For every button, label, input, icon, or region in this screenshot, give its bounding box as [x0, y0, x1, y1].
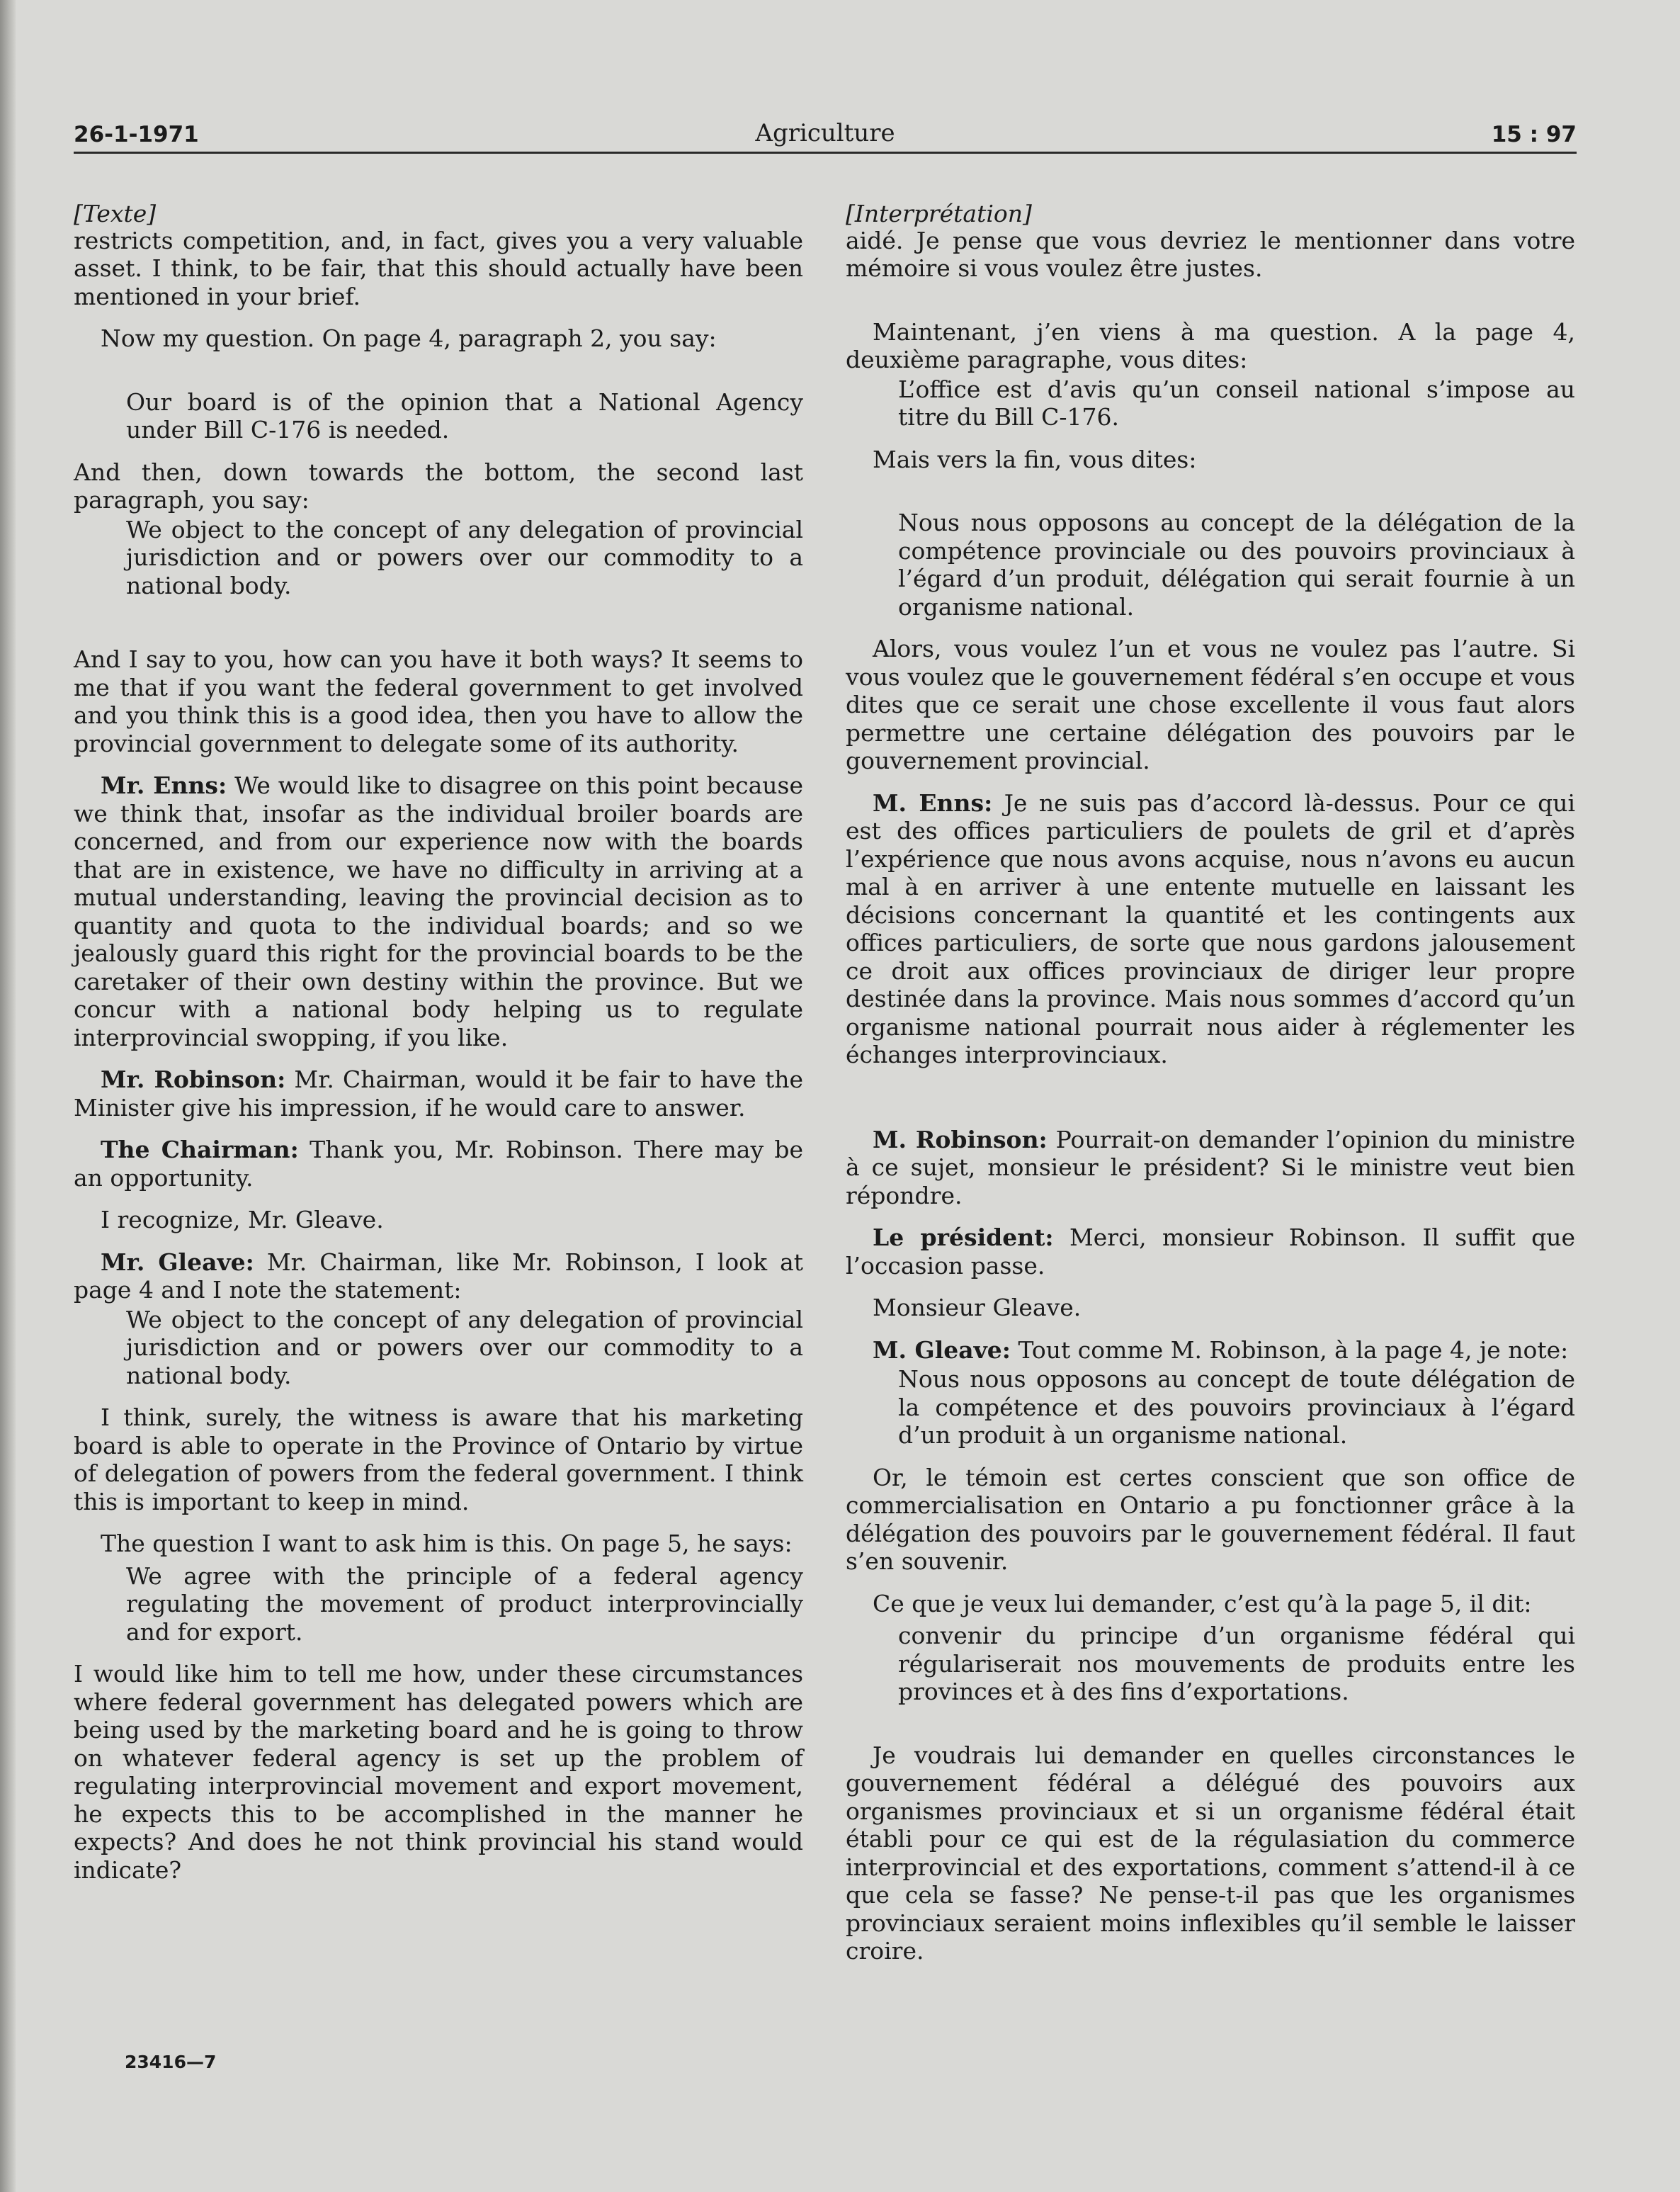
- paragraph: restricts competition, and, in fact, gives you a very valuable asset. I think, to be fair, that this should actually have been mentioned in your brief.: [74, 226, 803, 310]
- speaker-paragraph: [74, 1066, 803, 1122]
- speaker-name: M. Robinson:: [873, 1125, 1048, 1153]
- speaker-name: Le président:: [873, 1224, 1054, 1251]
- block-quote: We object to the concept of any delegation of provincial jurisdiction and or powers over our commodity to a national body.: [126, 1305, 803, 1389]
- header-page-number: 15 : 97: [1491, 122, 1577, 147]
- paragraph: Alors, vous voulez l’un et vous ne voulez pas l’autre. Si vous voulez que le gouvernement fédéral s’en occupe et vous dites que ce serait une chose excellente il vous faut alors permettre une certaine délégation des pouvoirs par le gouvernement provincial.: [846, 635, 1575, 774]
- speaker-text: Mr. Chairman, would it be fair to have the Minister give his impression, if he would care to answer.: [74, 1066, 803, 1122]
- paragraph: Ce que je veux lui demander, c’est qu’à la page 5, il dit:: [873, 1589, 1532, 1617]
- paragraph: I would like him to tell me how, under these circumstances where federal government has delegated powers which are being used by the marketing board and he is going to throw on whatever federal agency is set up the problem of regulating interprovincial movement and export movement, he expects this to be accomplished in the manner he expects? And does he not think provincial his stand would indicate?: [74, 1660, 803, 1884]
- speaker-paragraph: [846, 1336, 1575, 1365]
- header-title: Agriculture: [755, 119, 895, 147]
- block-quote: convenir du principe d’un organisme fédéral qui régulariserait nos mouvements de produits entre les provinces et à des fins d’exportations.: [898, 1622, 1575, 1705]
- speaker-name: Mr. Gleave:: [101, 1248, 254, 1276]
- speaker-text: Tout comme M. Robinson, à la page 4, je note:: [1010, 1335, 1569, 1364]
- block-quote: Nous nous opposons au concept de la délégation de la compétence provinciale ou des pouvoirs provinciaux à l’égard d’un produit, délégation qui serait fournie à un organisme national.: [898, 509, 1575, 621]
- speaker-text: Thank you, Mr. Robinson. There may be an opportunity.: [74, 1136, 803, 1192]
- speaker-text: We would like to disagree on this point because we think that, insofar as the individual broiler boards are concerned, and from our experience now with the boards that are in existence, we have no difficulty in arriving at a mutual understanding, leaving the provincial decision as to quantity and quota to the individual boards; and so we jealously guard this right for the provincial boards to be the caretaker of their own destiny within the province. But we concur with a national body helping us to regulate interprovincial swopping, if you like.: [74, 772, 804, 1051]
- printer-code: 23416—7: [125, 2052, 217, 2072]
- paragraph: And I say to you, how can you have it both ways? It seems to me that if you want the federal government to get involved and you think this is a good idea, then you have to allow the provincial government to delegate some of its authority.: [74, 645, 803, 757]
- paragraph: I think, surely, the witness is aware that his marketing board is able to operate in the Province of Ontario by virtue of delegation of powers from the federal government. I think this is important to keep in mind.: [74, 1403, 803, 1515]
- speaker-paragraph: [74, 1136, 803, 1192]
- speaker-paragraph: [74, 772, 803, 1051]
- speaker-text: Je ne suis pas d’accord là-dessus. Pour ce qui est des offices particuliers de poulets de gril et d’après l’expérience que nous avons acquise, nous n’avons eu aucun mal à en arriver à une entente mutuelle en laissant les décisions concernant la quantité et les contingents aux offices particuliers, de sorte que nous gardons jalousement ce droit aux offices provinciaux de diriger leur propre destinée dans la province. Mais nous sommes d’accord qu’un organisme national pourrait nous aider à réglementer les échanges interprovinciaux.: [846, 789, 1576, 1068]
- speaker-paragraph: [846, 1224, 1575, 1279]
- french-column: [846, 200, 1575, 1979]
- header-date: 26-1-1971: [74, 122, 199, 147]
- section-marker: [Interprétation]: [846, 200, 1032, 227]
- speaker-name: M. Enns:: [873, 789, 993, 817]
- speaker-paragraph: [74, 1248, 803, 1304]
- speaker-paragraph: [846, 1126, 1575, 1210]
- paragraph: The question I want to ask him is this. On page 5, he says:: [101, 1530, 793, 1557]
- block-quote: Our board is of the opinion that a National Agency under Bill C-176 is needed.: [126, 388, 803, 444]
- page-header: [74, 116, 1577, 154]
- block-quote: L’office est d’avis qu’un conseil national s’impose au titre du Bill C-176.: [898, 375, 1575, 431]
- block-quote: We object to the concept of any delegation of provincial jurisdiction and or powers over our commodity to a national body.: [126, 515, 803, 599]
- paragraph: And then, down towards the bottom, the second last paragraph, you say:: [74, 458, 803, 514]
- paragraph: Je voudrais lui demander en quelles circonstances le gouvernement fédéral a délégué des pouvoirs aux organismes provinciaux et si un organisme fédéral était établi pour ce qui est de la régulasiation du commerce interprovincial et des exportations, comment s’attend-il à ce que cela se fasse? Ne pense-t-il pas que les organismes provinciaux seraient moins inflexibles qu’il semble le laisser croire.: [846, 1741, 1575, 1965]
- paragraph: Maintenant, j’en viens à ma question. A la page 4, deuxième paragraphe, vous dites:: [846, 317, 1575, 373]
- paragraph: Mais vers la fin, vous dites:: [873, 445, 1197, 473]
- speaker-paragraph: [846, 789, 1575, 1069]
- speaker-text: Mr. Chairman, like Mr. Robinson, I look at page 4 and I note the statement:: [74, 1248, 804, 1304]
- paragraph: Now my question. On page 4, paragraph 2, you say:: [101, 324, 717, 352]
- block-quote: Nous nous opposons au concept de toute délégation de la compétence et des pouvoirs provinciaux à l’égard d’un produit à un organisme national.: [898, 1365, 1575, 1449]
- paragraph: I recognize, Mr. Gleave.: [101, 1206, 384, 1233]
- paragraph: Or, le témoin est certes conscient que son office de commercialisation en Ontario a pu fonctionner grâce à la délégation des pouvoirs par le gouvernement fédéral. Il faut s’en souvenir.: [846, 1463, 1575, 1575]
- speaker-name: The Chairman:: [101, 1136, 299, 1163]
- section-marker: [Texte]: [74, 200, 157, 227]
- paragraph: Monsieur Gleave.: [873, 1294, 1082, 1321]
- english-column: [74, 200, 803, 1898]
- block-quote: We agree with the principle of a federal agency regulating the movement of product interprovincially and for export.: [126, 1561, 803, 1646]
- speaker-name: Mr. Enns:: [101, 772, 227, 799]
- speaker-name: M. Gleave:: [873, 1335, 1011, 1364]
- speaker-text: Pourrait-on demander l’opinion du ministre à ce sujet, monsieur le président? Si le ministre veut bien répondre.: [846, 1125, 1575, 1209]
- speaker-text: Merci, monsieur Robinson. Il suffit que l’occasion passe.: [846, 1224, 1576, 1279]
- speaker-name: Mr. Robinson:: [101, 1066, 286, 1093]
- paragraph: aidé. Je pense que vous devriez le mentionner dans votre mémoire si vous voulez être justes.: [846, 226, 1575, 282]
